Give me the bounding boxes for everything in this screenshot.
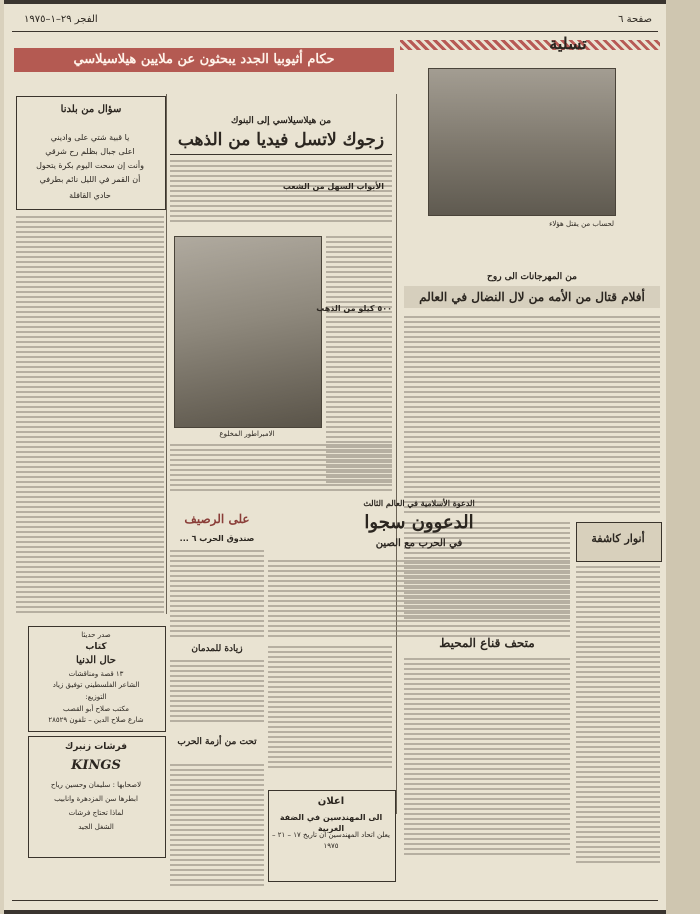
book-ad-subtitle: ١٣ قصة ومناقشات: [68, 670, 124, 678]
poem-line-4: أن القمر في الليل نائم بطرفي: [39, 175, 141, 184]
taht-text: [170, 764, 264, 894]
kings-ad-heading: فرشات زنبرك: [65, 742, 127, 752]
book-ad-label: صدر حديثا: [81, 631, 111, 639]
announcement-title: اعلان: [317, 796, 345, 807]
gold-story-text-top: [170, 160, 392, 228]
alraseef-heading: على الرصيف: [184, 512, 250, 526]
announcement-subtitle: الى المهندسين في الضفة الغربية: [279, 813, 383, 833]
column-divider-2: [396, 94, 397, 814]
newspaper-page: [4, 4, 666, 910]
right-column-text-1: [404, 316, 660, 516]
poem-signature: حادي القافلة: [69, 191, 111, 200]
book-ad-distributor: التوزيع:: [85, 693, 107, 701]
aldaawoon-subhead: في الحرب مع الصين: [375, 538, 463, 549]
book-ad-shop: مكتب صلاح أبو القصب: [63, 705, 129, 713]
films-headline: أفلام قتال من الأمه من لال النضال في العالم: [404, 286, 660, 308]
header-rule: [12, 31, 658, 32]
book-ad-author: الشاعر الفلسطيني توفيق زياد: [52, 681, 140, 689]
poem-line-1: يا قبية شتي على واديني: [50, 133, 130, 142]
films-kicker: من المهرجانات الى روح: [487, 272, 577, 282]
anwar-heading: أنوار كاشفة: [591, 532, 645, 545]
gold-story-subhead-2: ٥٠٠ كيلو من الذهب: [316, 304, 392, 313]
top-photo-soldiers: [428, 68, 616, 216]
book-ad-type: كتاب: [85, 642, 107, 652]
kings-ad-line-4: الشغل الجيد: [78, 823, 114, 831]
harra-text: [170, 660, 264, 730]
bottom-rule: [12, 900, 658, 901]
emperor-photo-caption: الامبراطور المخلوع: [219, 430, 275, 438]
mathaf-heading: متحف قناع المحيط: [439, 636, 535, 650]
column-divider-1: [166, 94, 167, 614]
gold-story-kicker: من هيلاسيلاسي إلى البنوك: [230, 116, 332, 126]
poem-line-2: اعلى جبال بظلم رح شرقي: [45, 147, 135, 156]
kings-ad-brand: KINGS: [71, 758, 121, 773]
kings-ad-line-2: ابطرها سن المزدهرة وانابيب: [54, 795, 138, 803]
poem-line-3: وأنت إن سحت اليوم بكرة يتحول: [36, 161, 144, 170]
kings-ad-line-1: لاصحابها : سليمان وحسين رياح: [50, 781, 142, 789]
book-ad-title: حال الدنيا: [76, 655, 116, 666]
alraseef-subhead: صندوق الحرب ٦ ...: [179, 534, 255, 543]
page-number: صفحة ٦: [618, 14, 652, 25]
aldaawoon-headline: الدعوون سجوا: [364, 512, 474, 533]
aldaawoon-text: [268, 560, 570, 640]
kings-ad-line-3: لماذا تحتاج فرشات: [68, 809, 124, 817]
top-photo-caption: لحساب من يقتل هؤلاء: [549, 220, 614, 228]
mathaf-text: [404, 658, 570, 868]
announcement-body: يعلن اتحاد المهندسين ان تاريخ ١٧ – ٢١ – ١٩٧٥: [272, 831, 390, 850]
emperor-photo: [174, 236, 322, 428]
banner-headline: حكام أثيوبيا الجدد يبحثون عن ملايين هيلاسيلاسي: [14, 48, 394, 72]
gold-story-headline: زجوك لاتسل فيديا من الذهب: [177, 130, 385, 150]
page-edge-right: [666, 0, 700, 914]
poem-title: سؤال من بلدنا: [60, 104, 122, 115]
gold-story-subhead-1: الأبواب السهل من الشعب: [282, 182, 384, 191]
harra-heading: زيادة للمدمان: [191, 644, 243, 654]
gold-story-text-bottom: [170, 444, 392, 494]
center-lower-text: [268, 646, 392, 776]
anwar-text: [576, 566, 660, 866]
gold-story-rule: [170, 154, 392, 155]
issue-date: الفجر ٢٩–١–١٩٧٥: [24, 14, 98, 25]
alraseef-text: [170, 550, 264, 640]
aldaawoon-kicker: الدعوة الأسلامية في العالم الثالث: [363, 498, 475, 508]
book-ad-address: شارع صلاح الدين – تلفون ٢٨٥٢٩: [48, 716, 144, 724]
taht-heading: تحت من أزمة الحرب: [177, 737, 257, 747]
left-column-text: [16, 216, 164, 620]
page-header: [4, 14, 666, 28]
tasallih-heading: تسلية: [549, 34, 587, 53]
